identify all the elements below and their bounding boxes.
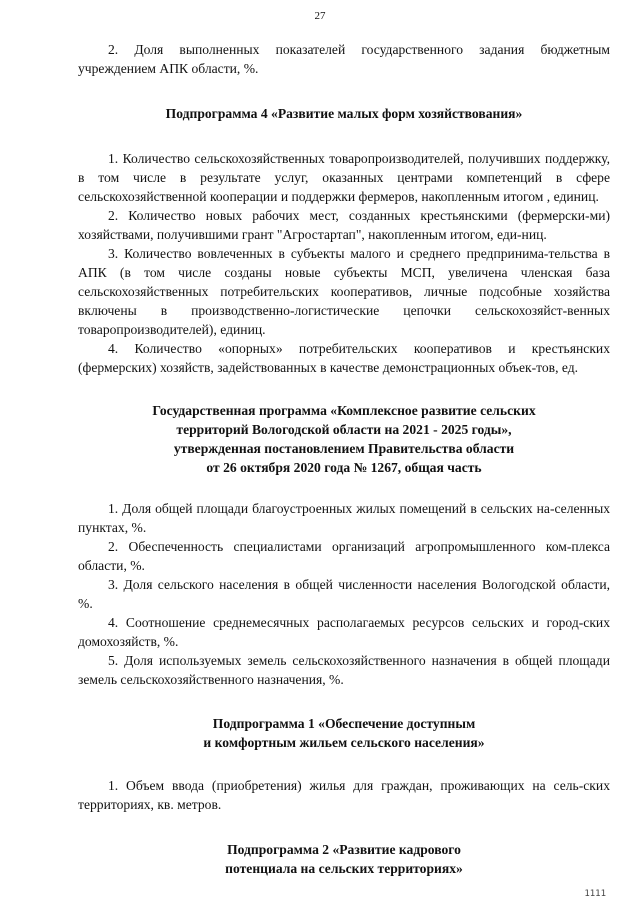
heading-line: территорий Вологодской области на 2021 - 2025 годы», [176,422,512,437]
document-body [78,40,610,878]
subprogram-2-heading [78,840,610,878]
corner-mark: 1111 [584,889,606,899]
list-item: 3. Количество вовлеченных в субъекты малого и среднего предпринима-тельства в АПК (в том числе созданы новые субъекты МСП, увеличена членская база сельскохозяйственных потребительских кооперативов, личные подсобные хозяйства включены в производственно-логистические цепочки сельскохозяйст-венных товаропроизводителей), единиц. [78,246,610,337]
list-item: 1. Количество сельскохозяйственных товаропроизводителей, получивших поддержку, в том числе в результате услуг, оказанных центрами компетенций в сфере сельскохозяйственной кооперации и поддержки фермеров, накопленным итогом , единиц. [78,151,610,204]
state-program-heading [78,401,610,477]
list-item: 4. Количество «опорных» потребительских кооперативов и крестьянских (фермерских) хозяйств, задействованных в качестве демонстрационных объек-тов, ед. [78,341,610,375]
heading-line: Государственная программа «Комплексное развитие сельских [152,403,536,418]
heading-line: и комфортным жильем сельского населения» [203,735,485,750]
page-number: 27 [314,10,326,22]
subprogram-1-heading [78,714,610,752]
list-item: 4. Соотношение среднемесячных располагаемых ресурсов сельских и город-ских домохозяйств, %. [78,615,610,649]
list-item: 5. Доля используемых земель сельскохозяйственного назначения в общей площади земель сельскохозяйственного назначения, %. [78,653,610,687]
heading-line: потенциала на сельских территориях» [225,861,463,876]
heading-line: от 26 октября 2020 года № 1267, общая часть [206,460,482,475]
list-item: 2. Обеспеченность специалистами организаций агропромышленного ком-плекса области, %. [78,539,610,573]
heading-line: утвержденная постановлением Правительства области [173,441,515,456]
list-item: 2. Количество новых рабочих мест, созданных крестьянскими (фермерски-ми) хозяйствами, получившими грант "Агростартап", накопленным итогом, еди-ниц. [78,208,610,242]
list-item: 1. Объем ввода (приобретения) жилья для граждан, проживающих на сель-ских территориях, кв. метров. [78,778,610,812]
list-item: 3. Доля сельского населения в общей численности населения Вологодской области, %. [78,577,610,611]
paragraph: 2. Доля выполненных показателей государственного задания бюджетным учреждением АПК области, %. [78,42,610,76]
list-item: 1. Доля общей площади благоустроенных жилых помещений в сельских на-селенных пунктах, %. [78,501,610,535]
subprogram-4-heading: Подпрограмма 4 «Развитие малых форм хозяйствования» [165,106,523,121]
heading-line: Подпрограмма 2 «Развитие кадрового [227,842,461,857]
heading-line: Подпрограмма 1 «Обеспечение доступным [212,716,476,731]
